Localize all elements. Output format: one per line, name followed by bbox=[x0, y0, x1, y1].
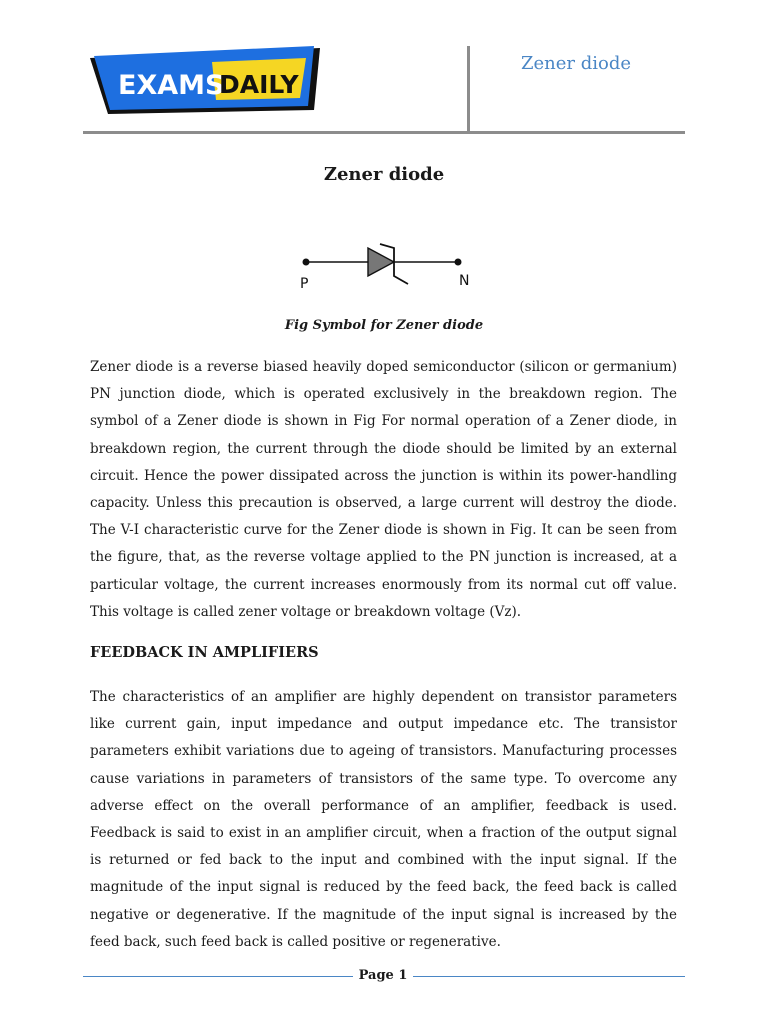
label-n: N bbox=[459, 273, 470, 289]
exams-daily-logo bbox=[88, 44, 328, 116]
paragraph-zener-diode: Zener diode is a reverse biased heavily doped semiconductor (silicon or germanium) PN junction diode, which is operated exclusively in the breakdown region. The symbol of a Zener diode is shown in Fig For normal operation of a Zener diode, in breakdown region, the current through the diode should be limited by an external circuit. Hence the power dissipated across the junction is within its power-handling capacity. Unless this precaution is observed, a large current will destroy the diode. The V-I characteristic curve for the Zener diode is shown in Fig. It can be seen from the figure, that, as the reverse voltage applied to the PN junction is increased, at a particular voltage, the current increases enormously from its normal cut off value. This voltage is called zener voltage or breakdown voltage (Vz). bbox=[90, 359, 677, 620]
logo-text-daily: DAILY bbox=[219, 70, 299, 99]
header-title: Zener diode bbox=[521, 53, 632, 74]
diode-triangle bbox=[368, 248, 394, 276]
document-title: Zener diode bbox=[323, 164, 445, 185]
figure-caption: Fig Symbol for Zener diode bbox=[284, 318, 484, 333]
paragraph-feedback: The characteristics of an amplifier are highly dependent on transistor parameters like current gain, input impedance and output impedance etc. The transistor parameters exhibit variations due to ageing of transistors. Manufacturing processes cause variations in parameters of transistors of the same type. To overcome any adverse effect on the overall performance of an amplifier, feedback is used. Feedback is said to exist in an amplifier circuit, when a fraction of the output signal is returned or fed back to the input and combined with the input signal. If the magnitude of the input signal is reduced by the feed back, the feed back is called negative or degenerative. If the magnitude of the input signal is increased by the feed back, such feed back is called positive or regenerative. bbox=[90, 689, 677, 950]
label-p: P bbox=[300, 276, 309, 292]
footer-line-left bbox=[83, 976, 353, 977]
header-horizontal-divider bbox=[83, 131, 685, 134]
footer-line-right bbox=[413, 976, 685, 977]
logo-text-exams: EXAMS bbox=[118, 70, 225, 101]
zener-diode-symbol bbox=[290, 228, 480, 298]
page-header bbox=[0, 0, 768, 135]
section-heading-feedback: FEEDBACK IN AMPLIFIERS bbox=[90, 644, 319, 661]
header-vertical-divider bbox=[467, 46, 470, 132]
cathode-terminal-dot bbox=[455, 259, 462, 266]
page-number: Page 1 bbox=[358, 968, 408, 983]
